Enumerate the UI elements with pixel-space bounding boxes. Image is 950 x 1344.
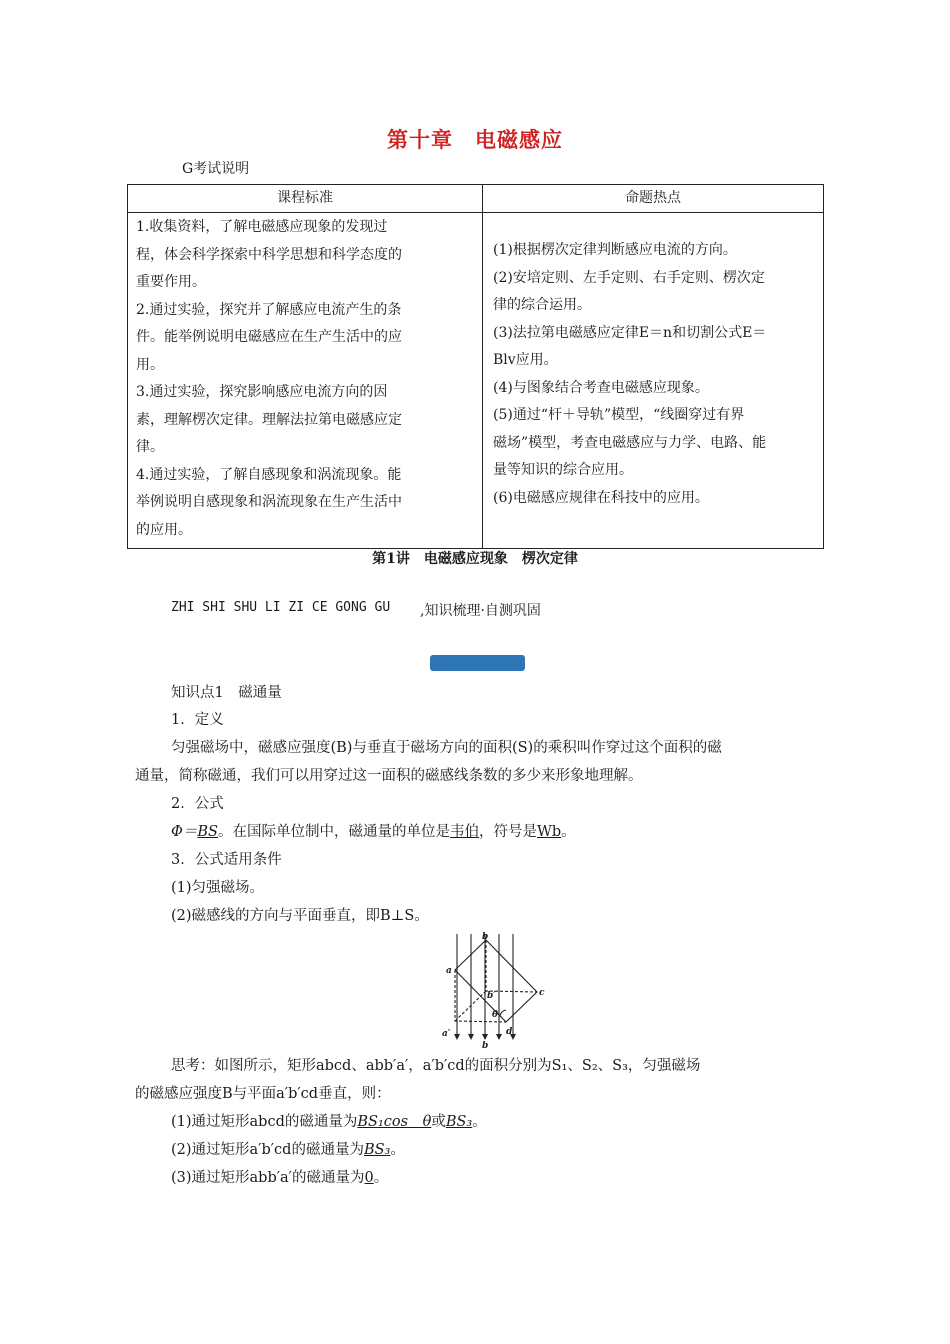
section-pinyin: ZHI SHI SHU LI ZI CE GONG GU	[171, 600, 391, 615]
question-line	[171, 1108, 487, 1136]
text-span: 。	[373, 1170, 389, 1186]
subsection-heading: 2．公式	[171, 796, 224, 812]
condition-line: (2)磁感线的方向与平面垂直，即B⊥S。	[171, 908, 429, 924]
cell-line: 举例说明自感现象和涡流现象在生产生活中	[136, 494, 402, 510]
answer-blank: BS₃	[363, 1142, 391, 1158]
cell-line: 磁场”模型，考查电磁感应与力学、电路、能	[493, 434, 767, 451]
lecture-title: 第1讲 电磁感应现象 楞次定律	[372, 551, 578, 567]
rectangle-flux-diagram	[440, 930, 550, 1048]
answer-blank: Wb	[536, 824, 562, 840]
exam-label: G考试说明	[182, 161, 250, 177]
figure-label: b	[482, 1041, 489, 1048]
table-row	[128, 213, 824, 549]
section-subtitle: ,知识梳理·自测巩固	[420, 603, 541, 619]
paragraph-line: 通量，简称磁通，我们可以用穿过这一面积的磁感线条数的多少来形象地理解。	[135, 768, 643, 784]
condition-line: (1)匀强磁场。	[171, 880, 265, 896]
subsection-heading: 1．定义	[171, 712, 224, 728]
text-span: ，符号是	[478, 824, 537, 840]
cell-line: (5)通过“杆＋导轨”模型，“线圈穿过有界	[493, 407, 745, 423]
cell-line: 律的综合运用。	[493, 297, 591, 313]
text-span: (1)通过矩形abcd的磁通量为	[171, 1114, 358, 1130]
text-span: Φ＝	[171, 824, 198, 840]
cell-line: 程，体会科学探索中科学思想和科学态度的	[136, 246, 402, 263]
cell-line: 素，理解楞次定律。理解法拉第电磁感应定	[136, 411, 402, 428]
table-header-row	[128, 185, 824, 213]
formula-line	[171, 818, 576, 846]
cell-line: 2.通过实验，探究并了解感应电流产生的条	[136, 301, 402, 318]
figure-label: c	[539, 988, 545, 998]
cell-line: 重要作用。	[136, 274, 206, 290]
knowledge-point-title: 知识点1 磁通量	[171, 685, 282, 701]
figure-label: θ	[492, 1010, 499, 1020]
answer-blank: 韦伯	[449, 824, 479, 840]
cell-line: 3.通过实验，探究影响感应电流方向的因	[136, 384, 388, 400]
table-header: 课程标准	[128, 185, 483, 213]
subsection-heading: 3．公式适用条件	[171, 852, 282, 868]
figure-label: a	[446, 966, 452, 976]
text-span: (3)通过矩形abb′a′的磁通量为	[171, 1170, 365, 1186]
figure-label: d	[506, 1027, 513, 1037]
question-line	[171, 1136, 405, 1164]
cell-line: 用。	[136, 356, 164, 373]
cell-line: (3)法拉第电磁感应定律E＝n和切割公式E＝	[493, 324, 767, 341]
field-arrow	[454, 1034, 460, 1040]
section-banner-bar	[430, 655, 525, 671]
cell-line: (2)安培定则、左手定则、右手定则、楞次定	[493, 269, 765, 286]
text-span: 。	[472, 1114, 487, 1130]
field-arrow	[468, 1034, 474, 1040]
cell-line: 律。	[136, 439, 164, 455]
text-span: 。在国际单位制中，磁通量的单位是	[217, 824, 450, 840]
cell-line: 的应用。	[136, 521, 192, 538]
field-arrow	[482, 1034, 488, 1040]
cell-line: 4.通过实验，了解自感现象和涡流现象。能	[136, 466, 402, 483]
theta-arc	[500, 1010, 506, 1016]
cell-line: (4)与图象结合考查电磁感应现象。	[493, 379, 709, 396]
text-span: 。	[390, 1142, 405, 1158]
figure-label: a′	[442, 1029, 451, 1039]
cell-line: 件。能举例说明电磁感应在生产生活中的应	[136, 329, 402, 345]
paragraph-line: 的磁感应强度B与平面a′b′cd垂直，则：	[135, 1086, 391, 1102]
cell-line: (1)根据楞次定律判断感应电流的方向。	[493, 242, 737, 258]
answer-blank: 0	[364, 1170, 374, 1186]
figure-label: b	[482, 932, 489, 942]
cell-line: Blv应用。	[493, 352, 558, 368]
table-header: 命题热点	[483, 185, 824, 213]
answer-blank: BS₃	[445, 1114, 473, 1130]
paragraph-line: 思考：如图所示，矩形abcd、abb′a′，a′b′cd的面积分别为S₁、S₂、S₃，匀强磁场	[171, 1058, 701, 1074]
curriculum-standards-cell	[128, 213, 483, 549]
cell-line: 1.收集资料，了解电磁感应现象的发现过	[136, 219, 388, 235]
text-span: 或	[431, 1114, 446, 1130]
cell-line: 量等知识的综合应用。	[493, 462, 633, 478]
question-line	[171, 1164, 388, 1192]
chapter-title: 第十章 电磁感应	[387, 128, 563, 152]
answer-blank: BS	[197, 824, 218, 840]
curriculum-table	[127, 184, 824, 549]
figure-label: b′	[487, 991, 496, 1001]
exam-hotspots-cell	[483, 213, 824, 549]
text-span: 。	[561, 824, 576, 840]
answer-blank: BS₁cos θ	[357, 1114, 432, 1130]
field-arrow	[496, 1034, 502, 1040]
cell-line: (6)电磁感应规律在科技中的应用。	[493, 489, 709, 506]
paragraph-line: 匀强磁场中，磁感应强度(B)与垂直于磁场方向的面积(S)的乘积叫作穿过这个面积的磁	[171, 740, 722, 756]
text-span: (2)通过矩形a′b′cd的磁通量为	[171, 1142, 364, 1158]
